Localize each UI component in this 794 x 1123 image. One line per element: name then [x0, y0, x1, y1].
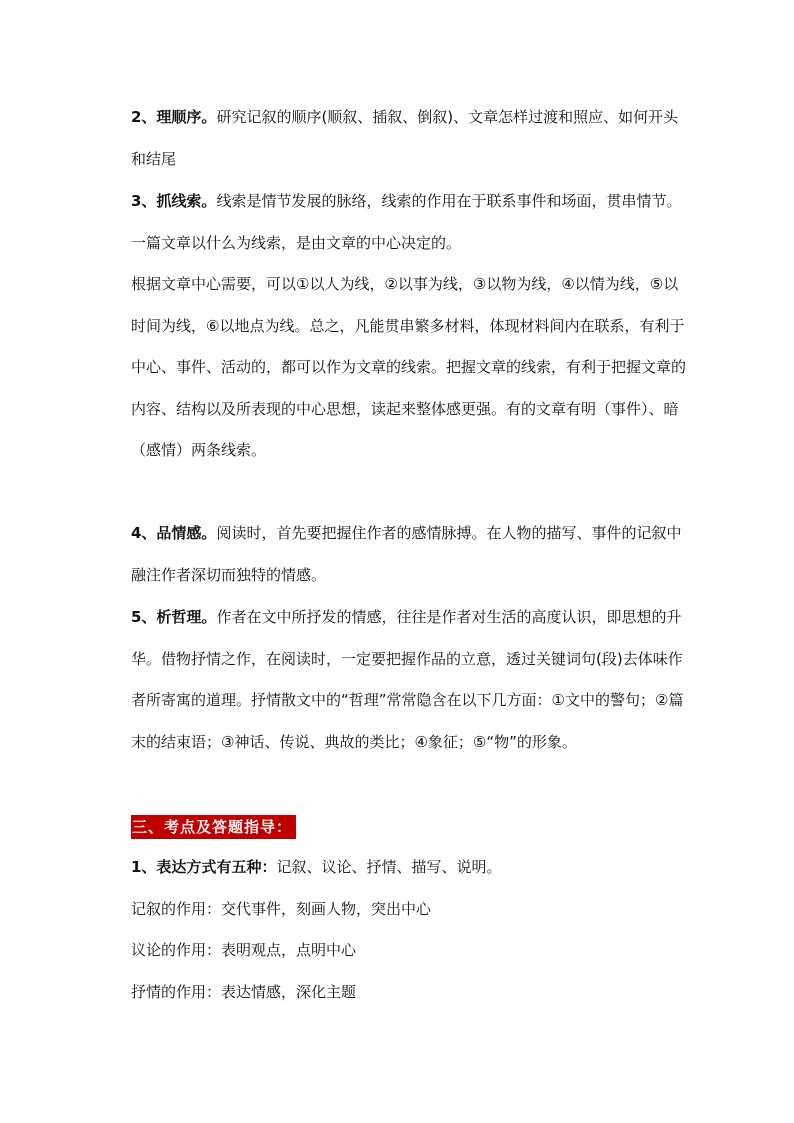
paragraph-order — [131, 97, 691, 180]
narration-function-line: 记叙的作用：交代事件，刻画人物，突出中心 — [131, 900, 432, 918]
paragraph-clue — [131, 181, 691, 264]
paragraph-lead: 2、理顺序。 — [131, 108, 217, 126]
paragraph-text: 根据文章中心需要，可以①以人为线，②以事为线，③以物为线，④以情为线，⑤以时间为线，⑥以地点为线。总之，凡能贯串繁多材料，体现材料间内在联系，有利于中心、事件、活动的，都可以作为文章的线索。把握文章的线索，有利于把握文章的内容、结构以及所表现的中心思想，读起来整体感更强。有的文章有明（事件）、暗（感情）两条线索。 — [131, 275, 687, 459]
paragraph-text: 研究记叙的顺序(顺叙、插叙、倒叙)、文章怎样过渡和照应、如何开头和结尾 — [131, 108, 679, 168]
paragraph-text: 线索是情节发展的脉络，线索的作用在于联系事件和场面，贯串情节。一篇文章以什么为线索，是由文章的中心决定的。 — [131, 192, 682, 252]
expression-lead: 1、表达方式有五种： — [131, 858, 277, 876]
expression-modes-line — [131, 857, 501, 877]
paragraph-clue-types — [131, 264, 691, 472]
expression-text: 记叙、议论、抒情、描写、说明。 — [276, 858, 502, 876]
paragraph-lead: 3、抓线索。 — [131, 192, 217, 210]
paragraph-text: 阅读时，首先要把握住作者的感情脉搏。在人物的描写、事件的记叙中融注作者深切而独特的情感。 — [131, 524, 682, 584]
paragraph-emotion — [131, 513, 691, 596]
argument-function-line: 议论的作用：表明观点，点明中心 — [131, 941, 357, 959]
paragraph-philosophy — [131, 597, 691, 763]
paragraph-lead: 5、析哲理。 — [131, 608, 217, 626]
paragraph-text: 作者在文中所抒发的情感，往往是作者对生活的高度认识，即思想的升华。借物抒情之作，在阅读时，一定要把握作品的立意，透过关键词句(段)去体味作者所寄寓的道理。抒情散文中的“哲理”常常隐含在以下几方面：①文中的警句；②篇末的结束语；③神话、传说、典故的类比；④象征；⑤“物”的形象。 — [131, 608, 684, 751]
lyric-function-line: 抒情的作用：表达情感，深化主题 — [131, 983, 357, 1001]
paragraph-lead: 4、品情感。 — [131, 524, 217, 542]
section-heading: 三、考点及答题指导： — [131, 815, 296, 839]
